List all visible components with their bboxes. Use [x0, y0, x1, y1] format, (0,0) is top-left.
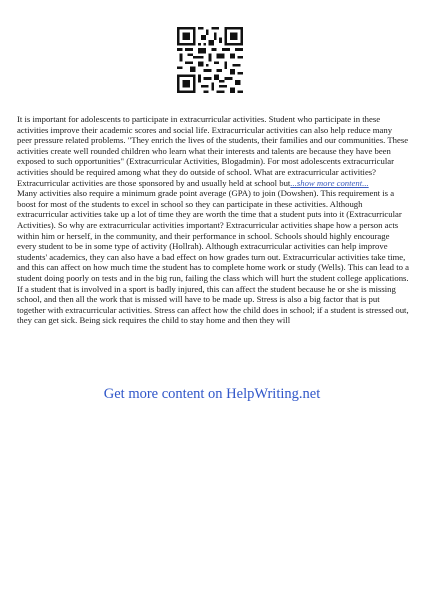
show-more-link[interactable]: ...show more content...: [290, 177, 369, 188]
paragraph-1: [17, 114, 409, 188]
essay-body: [17, 114, 409, 326]
paragraph-1-text: It is important for adolescents to participate in extracurricular activities. Student who participate in these activities improve their academic scores and social life. Extracurricular activities can also help reduce many peer pressure related problems. "They enrich the lives of the students, their families and our communities. These activities create well rounded children who learn what their interests and talents are because they have been exposed to such opportunities" (Extracurricular Activities, Blogadmin). For most adolescents extracurricular activities should be required among what they do outside of school. What are extracurricular activities? Extracurricular activities are those sponsored by and usually held at school but: [17, 114, 409, 188]
paragraph-2: Many activities also require a minimum grade point average (GPA) to join (Dowshen). This requirement is a boost for most of the students to excel in school so they can participate in these activities. Although extracurricular activities take up a lot of time they are worth the time that a student puts into it (Extracurricular Activities). So why are extracurricular activities important? Extracurricular activities shape how a person acts within him or herself, in the community, and their performance in school. Schools should highly encourage every student to be in some type of activity (Hollrah). Although extracurricular activities can help improve students' academics, they can also have a bad effect on how grades turn out. Extracurricular activities take time, and this can affect on how much time the student has to complete home work or study (Wells). This can lead to a student doing poorly on tests and in the big run, failing the class which will hurt the student college applications. If a student that is involved in a sport is badly injured, this can affect the student because he or she is missing school, and then all the work that is missed will have to be made up. Stress is also a big factor that is put together with extracurricular activities. Stress can affect how the child does in school; if a student is stressed out, they can get sick. Being sick requires the child to stay home and then they will: [17, 188, 409, 326]
helpwriting-link[interactable]: Get more content on HelpWriting.net: [103, 386, 321, 402]
qr-code-icon: [177, 27, 243, 93]
